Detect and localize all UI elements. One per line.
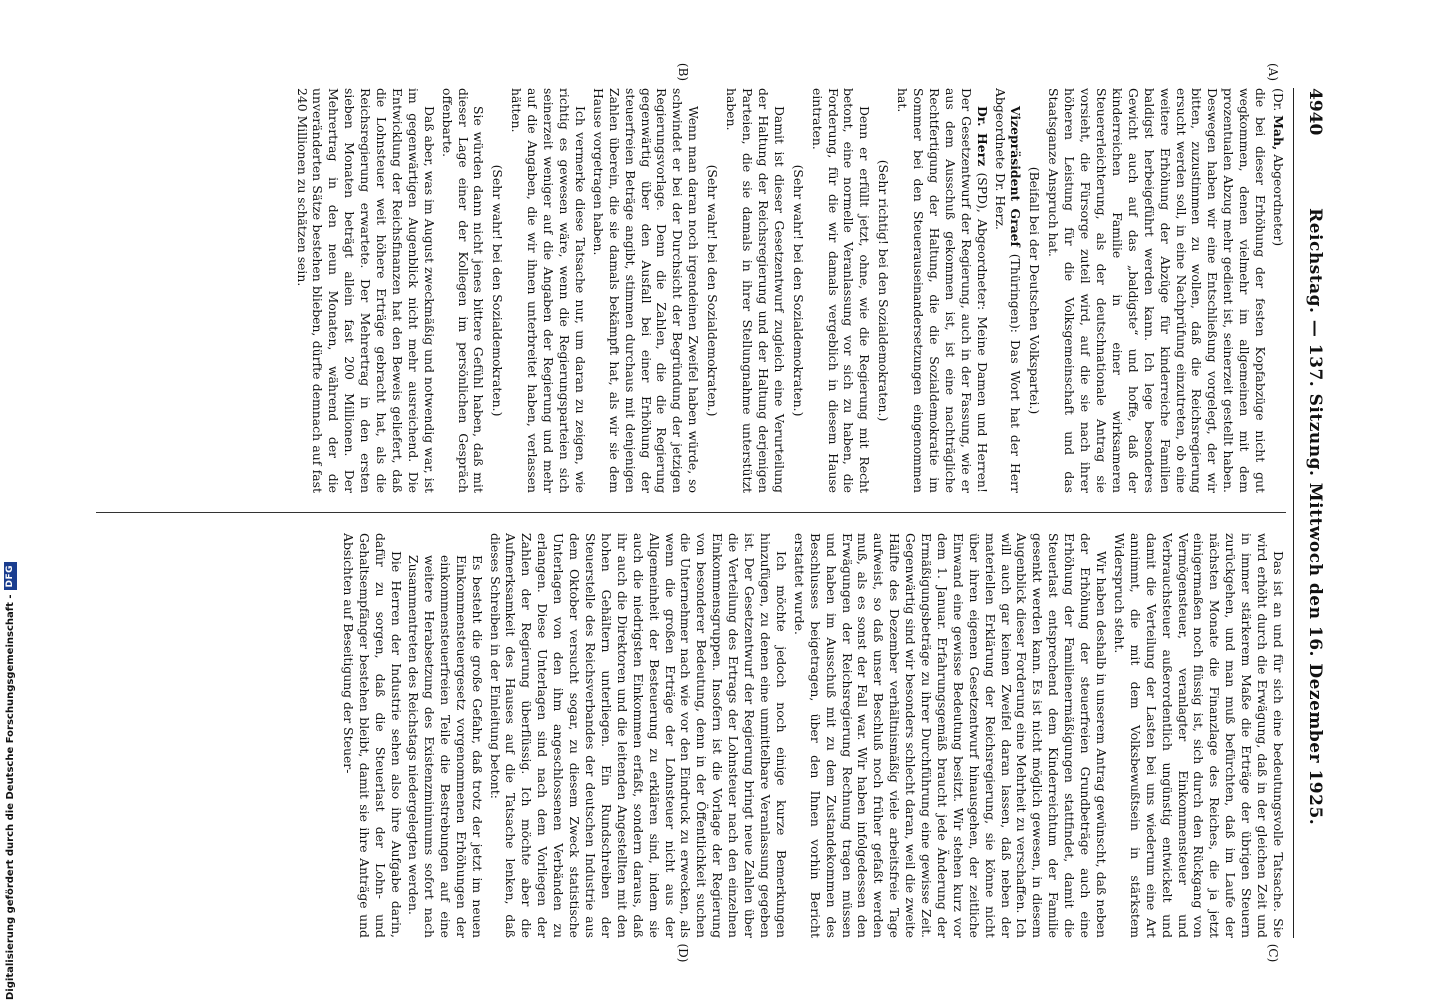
paragraph: Vizepräsident Graef (Thüringen): Das Wort hat der Herr Abgeordnete Dr. Herz.	[992, 88, 1024, 493]
page-number: 4940	[1305, 88, 1325, 136]
right-column	[96, 533, 1286, 938]
interjection: (Sehr wahr! bei den Sozialdemokraten.)	[790, 164, 806, 417]
paragraph: Damit ist dieser Gesetzentwurf zugleich eine Verurteilung der Haltung der Reichsregierung und der Haltung derjenigen Parteien, die sie damals in ihrer Stellungnahme unterstützt haben.	[724, 88, 787, 493]
margin-marker-c: (C)	[1266, 943, 1280, 963]
margin-marker-d: (D)	[676, 943, 690, 963]
paragraph: Sie würden dann nicht jenes bittere Gefühl haben, daß mit dieser Lage einer der Kollegen im persönlichen Gespräch offenbarte.	[439, 88, 487, 493]
paragraph: Denn er erfüllt jetzt, ohne, wie die Regierung mit Recht betont, eine normelle Veranlassung vor sich zu haben, die Forderung, für die wir damals vergeblich in diesem Hause eintraten.	[809, 88, 873, 493]
digitization-credit	[0, 562, 20, 1000]
paragraph: Ich vermerke diese Tatsache nur, um daran zu zeigen, wie richtig es gewesen wäre, wenn die Regierungsparteien sich seinerzeit weniger auf die Angaben der Regierung und mehr auf die Angaben, die wir ihnen unterbreitet haben, verlassen hätten.	[509, 88, 588, 493]
header-rule	[1293, 88, 1294, 938]
paragraph: (Dr. Mah, Abgeordneter)	[1271, 88, 1286, 247]
dfg-logo: DFG	[4, 562, 17, 591]
interjection: (Sehr richtig! bei den Sozialdemokraten.)	[876, 159, 892, 422]
margin-marker-b: (B)	[676, 62, 690, 82]
paragraph: Das ist an und für sich eine bedeutungsvolle Tatsache. Sie wird erhöht durch die Erwägung, daß in der gleichen Zeit und in immer stärkerem Maße die Erträge der übrigen Steuern zurückgehen, und man muß befürchten, daß im Laufe der nächsten Monate die Finanzlage des Reiches, die ja jetzt einigermaßen noch flüssig ist, sich durch den Rückgang von Vermögensteuer, veranlagter Einkommensteuer und Verbrauchsteuer außerordentlich ungünstig entwickelt und damit die Verteilung der Lasten bei uns wiederum eine Art annimmt, die mit dem Volksbewußtsein in stärkstem Widerspruch steht.	[1111, 533, 1286, 938]
speaker-name: Mah,	[1271, 115, 1286, 151]
column-divider	[96, 512, 1286, 513]
paragraph: Die Herren der Industrie sehen also ihre Aufgabe darin, dafür zu sorgen, daß die Steuerlast der Lohn- und Gehaltsempfänger bestehen bleibt, damit sie ihre Anträge und Absichten auf Beseitigung der Steuer-	[341, 533, 405, 938]
left-column	[96, 88, 1286, 493]
paragraph: Daß aber, was im August zweckmäßig und notwendig war, ist im gegenwärtigen Augenblick nicht mehr ausreichend. Die Entwicklung der Reichsfinanzen hat den Beweis geliefert, daß die Lohnsteuer weit höhere Erträge gebracht hat, als die Reichsregierung erwartete. Der Mehrertrag in den ersten sieben Monaten beträgt allein fast 200 Millionen. Der Mehrertrag in den neun Monaten, während der die unveränderten Sätze bestehen blieben, dürfte demnach auf fast 240 Millionen zu schätzen sein.	[294, 88, 437, 493]
page-header	[1300, 88, 1330, 938]
interjection: (Sehr wahr! bei den Sozialdemokraten.)	[490, 164, 506, 417]
running-title: Reichstag. — 137. Sitzung. Mittwoch den 16. Dezember 1925.	[1305, 208, 1325, 826]
paragraph: Dr. Herz (SPD), Abgeordneter: Meine Damen und Herren! Der Gesetzentwurf der Regierung, auch in der Fassung, wie er aus dem Ausschuß gekommen ist, ist eine nachträgliche Rechtfertigung der Haltung, die die Sozialdemokratie im Sommer bei den Steuerauseinandersetzungen eingenommen hat.	[895, 88, 990, 493]
interjection: (Beifall bei der Deutschen Volkspartei.)	[1027, 166, 1043, 415]
paragraph: Ich möchte jedoch noch einige kurze Bemerkungen hinzufügen, zu denen eine unmittelbare Veranlassung gegeben ist. Der Gesetzentwurf der Regierung bringt neue Zahlen über die Verteilung des Ertrags der Lohnsteuer nach den einzelnen Einkommensgruppen. Insofern ist die Vorlage der Regierung von besonderer Bedeutung, denn in der Öffentlichkeit suchen die Unternehmer nach wie vor den Eindruck zu erwecken, als wenn die großen Erträge der Lohnsteuer nicht aus der Allgemeinheit der Besteuerung zu erklären sind, indem sie auch die niedrigsten Einkommen erfaßt, sondern daraus, daß ihr auch die Direktoren und die leitenden Angestellten mit den hohen Gehältern unterliegen. Ein Rundschreiben der Steuerstelle des Reichsverbandes der deutschen Industrie aus dem Oktober versucht sogar, zu diesem Zweck statistische Unterlagen von den ihm angeschlossenen Verbänden zu erlangen. Diese Unterlagen sind nach dem Vorliegen der Zahlen der Regierung überflüssig. Ich möchte aber die Aufmerksamkeit des Hauses auf die Tatsache lenken, daß dieses Schreiben in der Einleitung betont:	[487, 533, 789, 938]
speaker-name: Dr. Herz	[974, 106, 990, 167]
speaker-name: Vizepräsident Graef	[1008, 106, 1024, 247]
paragraph: Wenn man daran noch irgendeinen Zweifel haben würde, so schwindet er bei der Durchsicht der Begründung der jetzigen Regierungsvorlage. Denn die Zahlen, die die Regierung gegenwärtig über den Ausfall bei einer Erhöhung der steuerfreien Beträge angibt, stimmen durchaus mit denjenigen Zahlen überein, die sie damals bekämpft hat, als wir sie dem Hause vorgetragen haben.	[590, 88, 702, 493]
margin-marker-a: (A)	[1266, 62, 1280, 82]
interjection: (Sehr wahr! bei den Sozialdemokraten.)	[705, 164, 721, 417]
paragraph: die bei dieser Erhöhung der festen Kopfabzüge nicht gut wegkommen, denen vielmehr im allgemeinen mit dem prozentualen Abzug mehr gedient ist, seinerzeit gestellt haben. Deswegen haben wir eine Entschließung vorgelegt, der wir bitten, zuzustimmen zu wollen, daß die Reichsregierung ersucht werden soll, in eine Nachprüfung einzutreten, ob eine weitere Erhöhung der Abzüge für kinderreiche Familien baldigst herbeigeführt werden kann. Ich lege besonderes Gewicht auch auf das „baldigste“ und hoffe, daß der kinderreichen Familie in einer wirksameren Steuererleichterung, als der deutschnationale Antrag sie vorsieht, die Fürsorge zuteil wird, auf die sie nach ihrer höheren Leistung für die Volksgemeinschaft und das Staatsganze Anspruch hat.	[1046, 88, 1269, 493]
credit-text: Digitalisierung gefördert durch die Deutsche Forschungsgemeinschaft -	[4, 594, 16, 1000]
quoted-passage: Es besteht die große Gefahr, daß trotz der jetzt im neuen Einkommensteuergesetz vorgenommenen Erhöhungen der einkommensteuerfreien Teile die Bestrebungen auf eine weitere Herabsetzung des Existenzminimums sofort nach Zusammentreten des Reichstags niedergelegten werden.	[406, 555, 485, 938]
document-page	[85, 62, 1330, 963]
paragraph: Wir haben deshalb in unserem Antrag gewünscht, daß neben der Erhöhung der steuerfreien Grundbeträge auch eine Erhöhung der Familienermäßigungen stattfindet, damit die Steuerlast entsprechend dem Kinderreichtum der Familie gesenkt werden kann. Es ist nicht möglich gewesen, in diesem Augenblick dieser Forderung eine Mehrheit zu verschaffen. Ich will auch gar keinen Zweifel daran lassen, daß neben der materiellen Erklärung der Reichsregierung, sie könne nicht über ihren eigenen Gesetzentwurf hinausgehen, der zeitliche Einwand eine gewisse Bedeutung besitzt. Wir stehen kurz vor dem 1. Januar. Erfahrungsgemäß braucht jede Änderung der Ermäßigungsbeträge zu ihrer Durchführung eine gewisse Zeit. Gegenwärtig sind wir besonders schlecht daran, weil die zweite Hälfte des Dezember verhältnismäßig viele arbeitsfreie Tage aufweist, so daß unser Beschluß noch früher gefaßt werden muß, als es sonst der Fall war. Wir haben infolgedessen den Erwägungen der Reichsregierung Rechnung tragen müssen und haben im Ausschuß mit zu dem Zustandekommen des Beschlusses beigetragen, über den Ihnen vorhin Bericht erstattet wurde.	[791, 533, 1110, 938]
